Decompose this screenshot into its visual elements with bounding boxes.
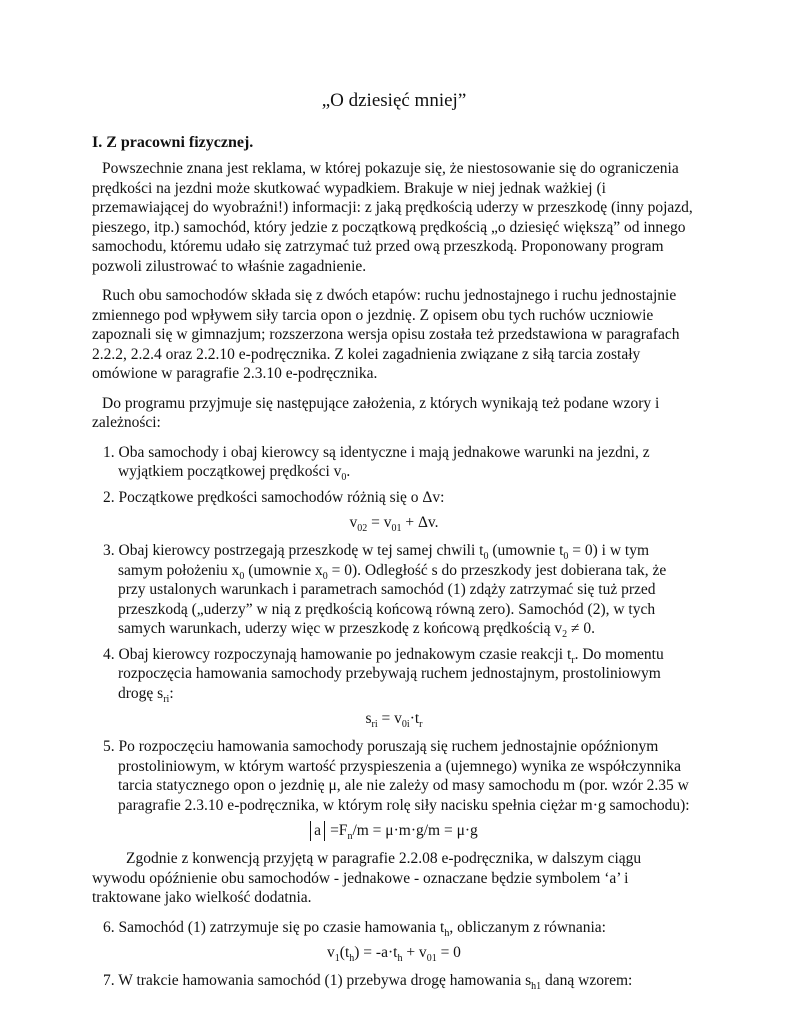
formula-initial-velocity: $v_{02} = v_{01} + \Delta v$. bbox=[349, 514, 439, 535]
list-item-6: 6. Samochód (1) zatrzymuje się po czasie hamowania $t_h$, obliczanym z równania: bbox=[103, 918, 606, 939]
paragraph-motion-stages: Ruch obu samochodów składa się z dwóch etapów: ruchu jednostajnego i ruchu jednostajnie zmiennego pod wpływem siły tarcia opon o jezdnię. Z opisem obu tych ruchów uczniowie zapoznali się w gimnazjum; rozszerzona wersja opisu została też przedstawiona w paragrafach 2.2.2, 2.2.4 oraz 2.2.10 e-podręcznika. Z kolei zagadnienia związane z siłą tarcia zostały omówione w paragrafie 2.3.10 e-podręcznika. bbox=[92, 287, 680, 382]
paragraph-convention: Zgodnie z konwencją przyjętą w paragrafie 2.2.08 e-podręcznika, w dalszym ciągu wywodu opóźnienie obu samochodów - jednakowe - oznaczane będzie symbolem ‘a’ i traktowane jako wielkość dodatnia. bbox=[92, 850, 642, 906]
formula-deceleration: $a =F_n/m = \mu\cdot m\cdot g/m = \mu\cdot g$ bbox=[92, 821, 696, 841]
list-item-1: 1. Oba samochody i obaj kierowcy są identyczne i mają jednakowe warunki na jezdni, z wyjątkiem początkowej prędkości $v_0$. bbox=[103, 443, 650, 484]
list-item-4: 4. Obaj kierowcy rozpoczynają hamowanie po jednakowym czasie reakcji $t_r$. Do momentu rozpoczęcia hamowania samochody przebywają ruchem jednostajnym, prostoliniowym drogę $s_{ri}$: bbox=[103, 645, 664, 705]
section-heading: I. Z pracowni fizycznej. bbox=[92, 134, 254, 151]
list-item-7: 7. W trakcie hamowania samochód (1) przebywa drogę hamowania $s_{h1}$ daną wzorem: bbox=[103, 972, 633, 993]
absolute-value-a: a bbox=[310, 821, 325, 841]
paragraph-intro: Powszechnie znana jest reklama, w której pokazuje się, że niestosowanie się do ograniczenia prędkości na jezdni może skutkować wypadkiem. Brakuje w niej jednak ważkiej (i przemawiającej do wyobraźni!) informacji: z jaką prędkością uderzy w przeszkodę (inny pojazd, pieszego, itp.) samochód, który jedzie z początkową prędkością „o dziesięć większą” od innego samochodu, któremu udało się zatrzymać tuż przed ową przeszkodą. Proponowany program pozwoli zilustrować to właśnie zagadnienie. bbox=[92, 160, 693, 275]
list-item-3: 3. Obaj kierowcy postrzegają przeszkodę w tej samej chwili $t_0$ (umownie $t_0 = 0$) i w tym samym położeniu $x_0$ (umownie $x_0 = 0$). Odległość s do przeszkody jest dobierana tak, że przy ustalonych warunkach i parametrach samochód (1) zdąży zatrzymać się tuż przed przeszkodą („uderzy” w nią z prędkością końcową równą zero). Samochód (2), w tych samych warunkach, uderzy więc w przeszkodę z końcową prędkością $v_2 \ne 0$. bbox=[103, 542, 667, 641]
formula-stopping-time: $v_1(t_h) = -a\cdot t_h + v_{01} = 0$ bbox=[327, 944, 461, 965]
list-item-5: 5. Po rozpoczęciu hamowania samochody poruszają się ruchem jednostajnie opóźnionym prostoliniowym, w którym wartość przyspieszenia a (ujemnego) wynika ze współczynnika tarcia statycznego opon o jezdnię μ, ale nie zależy od masy samochodu m (por. wzór 2.35 w paragrafie 2.3.10 e-podręcznika, w którym rolę siły nacisku spełnia ciężar m·g samochodu): bbox=[103, 738, 690, 814]
formula-reaction-distance: $s_{ri} = v_{0i}\cdot t_r$ bbox=[365, 710, 423, 731]
document-title: „O dziesięć mniej” bbox=[321, 90, 467, 111]
paragraph-assumptions-intro: Do programu przyjmuje się następujące założenia, z których wynikają też podane wzory i zależności: bbox=[92, 394, 660, 431]
list-item-2: 2. Początkowe prędkości samochodów różnią się o Δv: bbox=[103, 488, 445, 506]
